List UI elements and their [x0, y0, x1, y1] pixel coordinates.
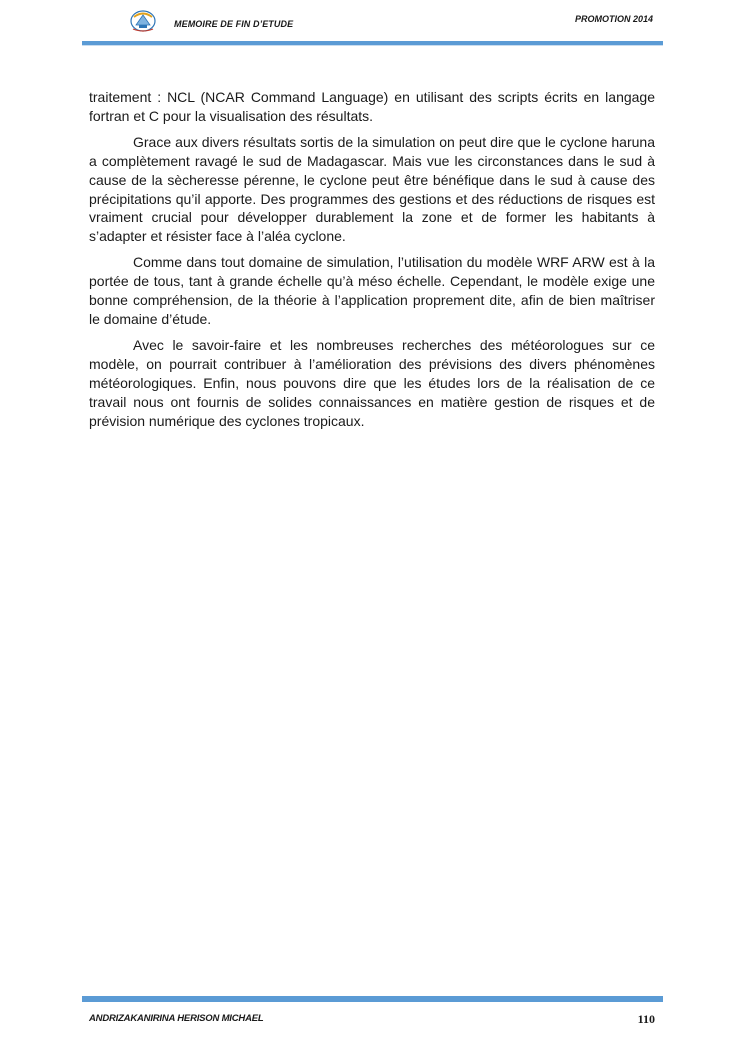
paragraph: Avec le savoir-faire et les nombreuses recherches des météorologues sur ce modèle, on pourrait contribuer à l’amélioration des prévisions des divers phénomènes météorologiques. Enfin, nous pouvons dire que les études lors de la réalisation de ce travail nous ont fournis de solides connaissances en matière gestion de risques et de prévision numérique des cyclones tropicaux.: [89, 336, 655, 429]
paragraph: Comme dans tout domaine de simulation, l’utilisation du modèle WRF ARW est à la portée de tous, tant à grande échelle qu’à méso échelle. Cependant, le modèle exige une bonne compréhension, de la théorie à l’application proprement dite, afin de bien maîtriser le domaine d’étude.: [89, 254, 655, 327]
paragraph: Grace aux divers résultats sortis de la simulation on peut dire que le cyclone haruna a complètement ravagé le sud de Madagascar. Mais vue les circonstances dans le sud à cause de la sècheresse pérenne, le cyclone peut être bénéfique dans le sud à cause des précipitations qu’il apporte. Des programmes des gestions et des réductions de risques est vraiment crucial pour développer durablement la zone et de former les habitants à s’adapter et résister face à l’aléa cyclone.: [89, 133, 655, 245]
header-title: MEMOIRE DE FIN D’ETUDE: [174, 19, 294, 29]
header-rule: [82, 41, 663, 45]
page-number: 110: [637, 1012, 655, 1026]
footer-author: ANDRIZAKANIRINA HERISON MICHAEL: [89, 1013, 264, 1024]
university-logo-icon: [128, 8, 158, 34]
page-body: [89, 88, 655, 437]
header-promotion: PROMOTION 2014: [574, 14, 653, 24]
paragraph: traitement : NCL (NCAR Command Language) en utilisant des scripts écrits en langage fortran et C pour la visualisation des résultats.: [89, 89, 655, 124]
footer-rule: [82, 996, 663, 1002]
